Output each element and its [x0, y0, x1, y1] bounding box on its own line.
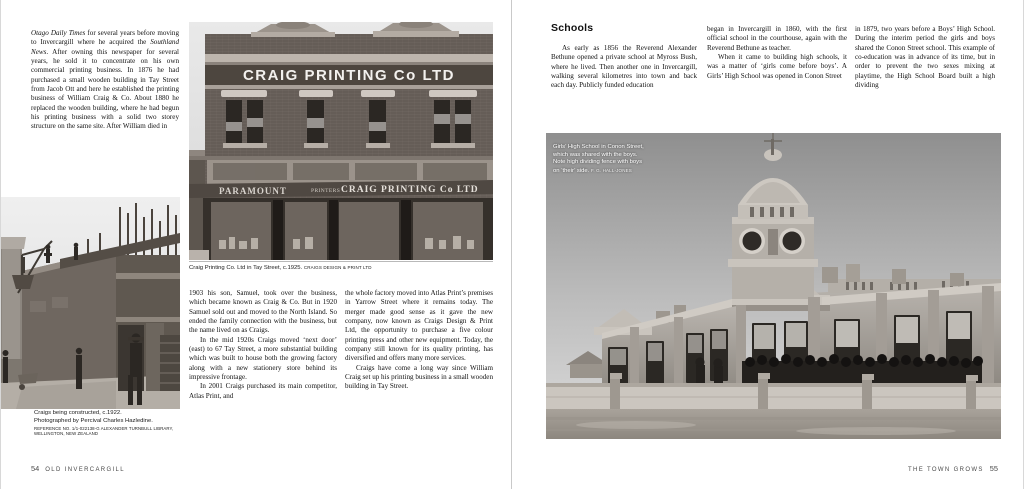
- paragraph: the whole factory moved into Atlas Print’s premises in Yarrow Street where it remains today. The merger made good sense as it gave the new company, now known as Craigs Design & Print Ltd, the opportunity to purchase a five colour printing press and other new equipment. Today, the company still known for its quality printing, has diversified and offers many more services.: [345, 289, 493, 363]
- running-head: OLD INVERCARGILL: [45, 467, 125, 473]
- photo-craigs-construction: [0, 197, 180, 409]
- left-col-1: [31, 29, 179, 132]
- paragraph: in 1879, two years before a Boys’ High School. During the interim period the girls and boys shared the Conon Street school. This example of co-education was in advance of its time, but in order to prevent the two sexes mixing at playtime, the High School Board built a high dividing: [855, 25, 995, 90]
- running-head: THE TOWN GROWS: [908, 467, 984, 473]
- right-col-3: [855, 25, 995, 90]
- paragraph: As early as 1856 the Reverend Alexander Bethune opened a private school at Myross Bush, where he lived. Then another one in Invercargill, walking several kilometres into town and back each day. Publicly funded education: [551, 44, 697, 90]
- svg-text:PRINTERS: PRINTERS: [311, 188, 341, 194]
- page-gutter: [511, 0, 512, 489]
- folio-left: [31, 464, 125, 473]
- photo-girls-high-school: [546, 133, 1001, 439]
- caption-craig-printing: Craig Printing Co. Ltd in Tay Street, c.1925. CRAIGS DESIGN & PRINT LTD: [189, 265, 372, 271]
- paragraph: Otago Daily Times for several years before moving to Invercargill where he acquired the Southland News. After owning this newspaper for several years, he sold it to concentrate on his own commercial printing business. In 1876 he had purchased a small wooden building in Tay Street from Jacob Ott and here he established the printing business of William Craig & Co. About 1880 he replaced the wooden building, where he had begun his printing business with a solid two storey structure on the same site. After William died in: [31, 29, 179, 131]
- page-number: 54: [31, 464, 40, 473]
- right-col-2: [707, 25, 847, 81]
- paragraph: When it came to building high schools, it was a matter of ‘girls come before boys’. A Girls’ High School was opened in Conon Street: [707, 53, 847, 80]
- right-page: [512, 0, 1024, 489]
- photo-craig-printing: [189, 22, 493, 260]
- caption-rule-craig: [189, 261, 493, 262]
- caption-girls-high-school: Girls’ High School in Conon Street, which was shared with the boys. Note high dividing fence with boys on ‘their’ side. F. G. HALL-JONES: [553, 144, 644, 174]
- left-col-2: [189, 289, 337, 401]
- left-page-edge: [0, 0, 1, 489]
- section-heading: Schools: [551, 22, 594, 34]
- page-number: 55: [989, 464, 998, 473]
- paragraph: In the mid 1920s Craigs moved ‘next door’ (east) to 67 Tay Street, a more substantial building which was built to house both the growing factory along with a new stationery store behind its impressive frontage.: [189, 335, 337, 382]
- svg-text:CRAIG PRINTING Co LTD: CRAIG PRINTING Co LTD: [341, 185, 479, 195]
- paragraph: began in Invercargill in 1860, with the first official school in the courthouse, again with the Reverend Bethune as teacher.: [707, 25, 847, 52]
- paragraph: In 2001 Craigs purchased its main competitor, Atlas Print, and: [189, 382, 337, 400]
- folio-right: [908, 464, 998, 473]
- paragraph: Craigs have come a long way since William Craig set up his printing business in a small wooden building in Tay Street.: [345, 363, 493, 391]
- left-col-3: [345, 289, 493, 392]
- caption-craigs-construction: Craigs being constructed, c.1922. Photographed by Percival Charles Hazledine. REFERENCE NO. 1/1-022138-G ALEXANDER TURNBULL LIBRARY, WELLINGTON, NEW ZEALAND: [34, 410, 174, 437]
- svg-text:CRAIG PRINTING Co LTD: CRAIG PRINTING Co LTD: [242, 67, 456, 84]
- paragraph: 1903 his son, Samuel, took over the business, which became known as Craig & Co. But in 1920 Samuel sold out and moved to the North Island. So ended the family connection with the business, but the name lived on as Craigs.: [189, 289, 337, 335]
- right-col-1: [551, 44, 697, 91]
- svg-text:PARAMOUNT: PARAMOUNT: [219, 186, 287, 196]
